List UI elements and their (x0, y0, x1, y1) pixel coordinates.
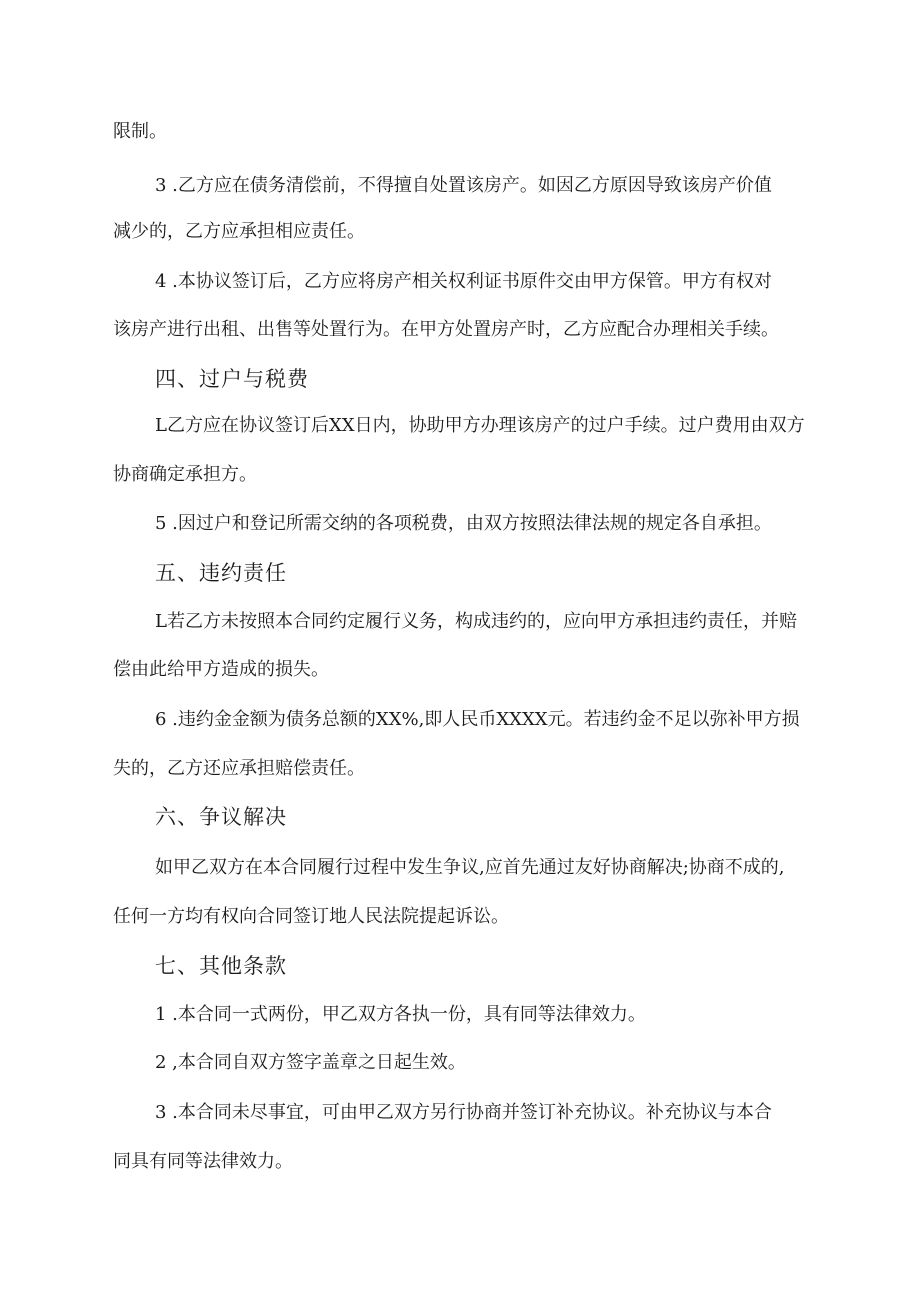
paragraph-line: 限制。 (113, 121, 167, 142)
s4-clause-1-line-2: 协商确定承担方。 (113, 464, 257, 485)
s5-clause-1-line-2: 偿由此给甲方造成的损失。 (113, 659, 329, 680)
s7-clause-3-line-1: 3 .本合同未尽事宜，可由甲乙双方另行协商并签订补充协议。补充协议与本合 (155, 1102, 772, 1123)
section-heading-6: 六、争议解决 (155, 805, 287, 829)
clause-3-line-1: 3 .乙方应在债务清偿前，不得擅自处置该房产。如因乙方原因导致该房产价值 (155, 175, 772, 196)
clause-3-line-2: 减少的，乙方应承担相应责任。 (113, 221, 365, 242)
s5-clause-6-line-1: 6 .违约金金额为债务总额的XX%,即人民币XXXX元。若违约金不足以弥补甲方损 (155, 709, 800, 730)
section-heading-4: 四、过户与税费 (155, 367, 309, 391)
clause-4-line-2: 该房产进行出租、出售等处置行为。在甲方处置房产时，乙方应配合办理相关手续。 (113, 319, 779, 340)
s5-clause-1-line-1: L若乙方未按照本合同约定履行义务，构成违约的，应向甲方承担违约责任，并赔 (155, 611, 797, 632)
s7-clause-3-line-2: 同具有同等法律效力。 (113, 1151, 293, 1172)
section-heading-7: 七、其他条款 (155, 954, 287, 978)
s6-paragraph-line-1: 如甲乙双方在本合同履行过程中发生争议,应首先通过友好协商解决;协商不成的, (155, 857, 785, 878)
s6-paragraph-line-2: 任何一方均有权向合同签订地人民法院提起诉讼。 (113, 906, 509, 927)
section-heading-5: 五、违约责任 (155, 561, 287, 585)
s5-clause-6-line-2: 失的，乙方还应承担赔偿责任。 (113, 758, 365, 779)
s4-clause-1-line-1: L乙方应在协议签订后XX日内，协助甲方办理该房产的过户手续。过户费用由双方 (155, 415, 805, 436)
s7-clause-1-line-1: 1 .本合同一式两份，甲乙双方各执一份，具有同等法律效力。 (155, 1004, 646, 1025)
s4-clause-5-line-1: 5 .因过户和登记所需交纳的各项税费，由双方按照法律法规的规定各自承担。 (155, 513, 772, 534)
clause-4-line-1: 4 .本协议签订后，乙方应将房产相关权利证书原件交由甲方保管。甲方有权对 (155, 271, 772, 292)
s7-clause-2-line-1: 2 ,本合同自双方签字盖章之日起生效。 (155, 1052, 466, 1073)
